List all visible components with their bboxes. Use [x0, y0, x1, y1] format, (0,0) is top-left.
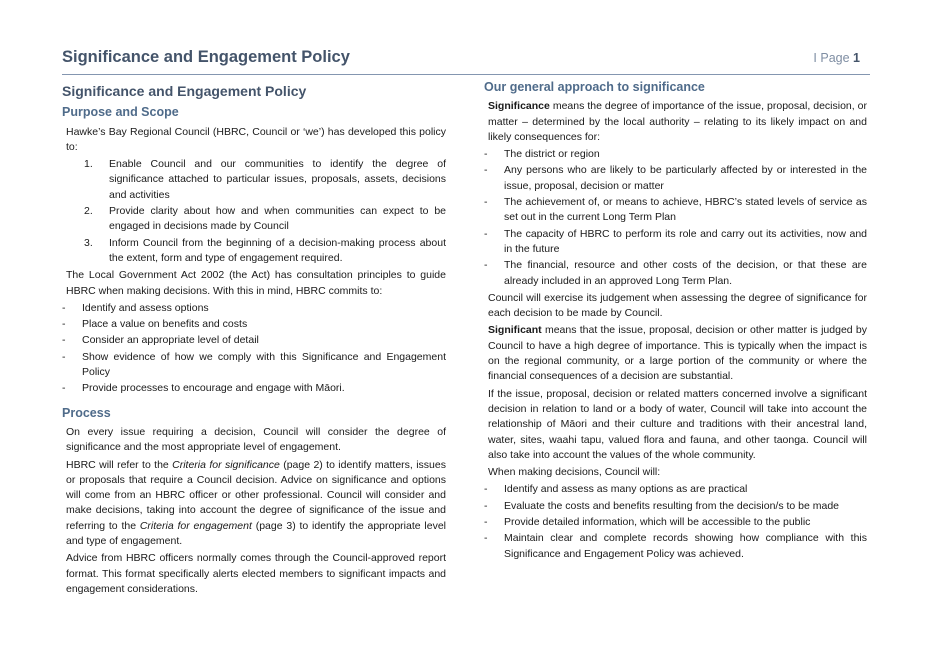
decisions-intro: When making decisions, Council will:	[488, 466, 661, 479]
list-number: 3.	[84, 236, 93, 249]
impacts-list	[484, 147, 867, 289]
list-item: - The financial, resource and other costs of the decision, or that these are already included in an approved Long Term Plan.	[484, 258, 867, 289]
list-item: - The district or region	[484, 147, 867, 162]
defined-term: Significant	[488, 324, 542, 337]
significant-definition: Significant means that the issue, proposal, decision or other matter is judged by Council to have a high degree of importance. This is typically when the impact is on the regional community, or a large portion of the community or where the financial consequences of a decision are substantial.	[488, 324, 867, 383]
list-item: - Provide detailed information, which will be accessible to the public	[484, 515, 867, 530]
page-number	[813, 51, 860, 65]
purpose-intro: Hawke’s Bay Regional Council (HBRC, Council or ‘we’) has developed this policy to:	[66, 125, 446, 153]
list-item: - Evaluate the costs and benefits resulting from the decision/s to be made	[484, 499, 867, 514]
page-prefix: I Page	[813, 51, 854, 65]
commits-list	[62, 301, 446, 397]
header-divider	[62, 74, 870, 75]
list-item	[62, 157, 446, 203]
purpose-heading: Purpose and Scope	[62, 105, 179, 120]
list-item-text: Enable Council and our communities to identify the degree of significance attached to particular issues, proposals, assets, decisions and activities	[109, 158, 446, 201]
left-column	[62, 80, 446, 599]
significance-definition: Significance means the degree of importance of the issue, proposal, decision, or matter – determined by the local authority – relating to its likely impact on and likely consequences for:	[488, 100, 867, 143]
purpose-numbered-list	[62, 157, 446, 266]
list-item: - Maintain clear and complete records showing how compliance with this Significance and Engagement Policy was achieved.	[484, 531, 867, 562]
list-item	[62, 204, 446, 235]
list-number: 2.	[84, 205, 93, 218]
list-item: - Place a value on benefits and costs	[62, 317, 446, 332]
act-paragraph: The Local Government Act 2002 (the Act) has consultation principles to guide HBRC when making decisions. With this in mind, HBRC commits to:	[66, 269, 446, 297]
land-paragraph: If the issue, proposal, decision or related matters concerned involve a significant decision in relation to land or a body of water, Council will take into account the relationship of Māori and their culture and traditions with their ancestral land, water, sites, waahi tapu, valued flora and fauna, and other taonga. Council will also take into account the values of the whole community.	[488, 387, 867, 461]
process-paragraph-2: HBRC will refer to the Criteria for significance (page 2) to identify matters, issues or proposals that require a Council decision. Advice on significance and options will come from an HBRC officer or other professional. Council will consider and make decisions, taking into account the degree of significance of the issue and referring to the Criteria for engagement (page 3) to identify the appropriate level and type of engagement.	[66, 458, 446, 548]
process-paragraph-3: Advice from HBRC officers normally comes through the Council-approved report format. This format specifically alerts elected members to significant impacts and engagement considerations.	[66, 552, 446, 595]
approach-heading: Our general approach to significance	[484, 80, 705, 94]
list-item: - Identify and assess as many options as are practical	[484, 482, 867, 497]
process-paragraph-1: On every issue requiring a decision, Council will consider the degree of significance and the most appropriate level of engagement.	[66, 425, 446, 454]
list-item-text: Provide clarity about how and when communities can expect to be engaged in decisions made by Council	[109, 205, 446, 233]
list-item: - Provide processes to encourage and engage with Māori.	[62, 381, 446, 396]
list-item	[62, 236, 446, 267]
judgement-paragraph: Council will exercise its judgement when assessing the degree of significance for each decision to be made by Council.	[488, 291, 867, 320]
section-title: Significance and Engagement Policy	[62, 83, 307, 99]
defined-term: Significance	[488, 100, 550, 113]
decisions-list	[484, 482, 867, 561]
list-item: - Identify and assess options	[62, 301, 446, 316]
list-number: 1.	[84, 158, 93, 171]
list-item: - The capacity of HBRC to perform its role and carry out its activities, now and in the future	[484, 227, 867, 258]
list-item: - Consider an appropriate level of detail	[62, 333, 446, 348]
process-heading: Process	[62, 405, 111, 420]
page-number-value: 1	[853, 51, 860, 65]
list-item-text: Inform Council from the beginning of a decision-making process about the extent, form and type of engagement required.	[109, 236, 446, 264]
document-header-title: Significance and Engagement Policy	[62, 48, 350, 66]
list-item: - Any persons who are likely to be particularly affected by or interested in the issue, proposal, decision or matter	[484, 163, 867, 194]
list-item: - The achievement of, or means to achieve, HBRC’s stated levels of service as set out in the current Long Term Plan	[484, 195, 867, 226]
list-item: - Show evidence of how we comply with this Significance and Engagement Policy	[62, 350, 446, 381]
right-column	[484, 80, 867, 564]
